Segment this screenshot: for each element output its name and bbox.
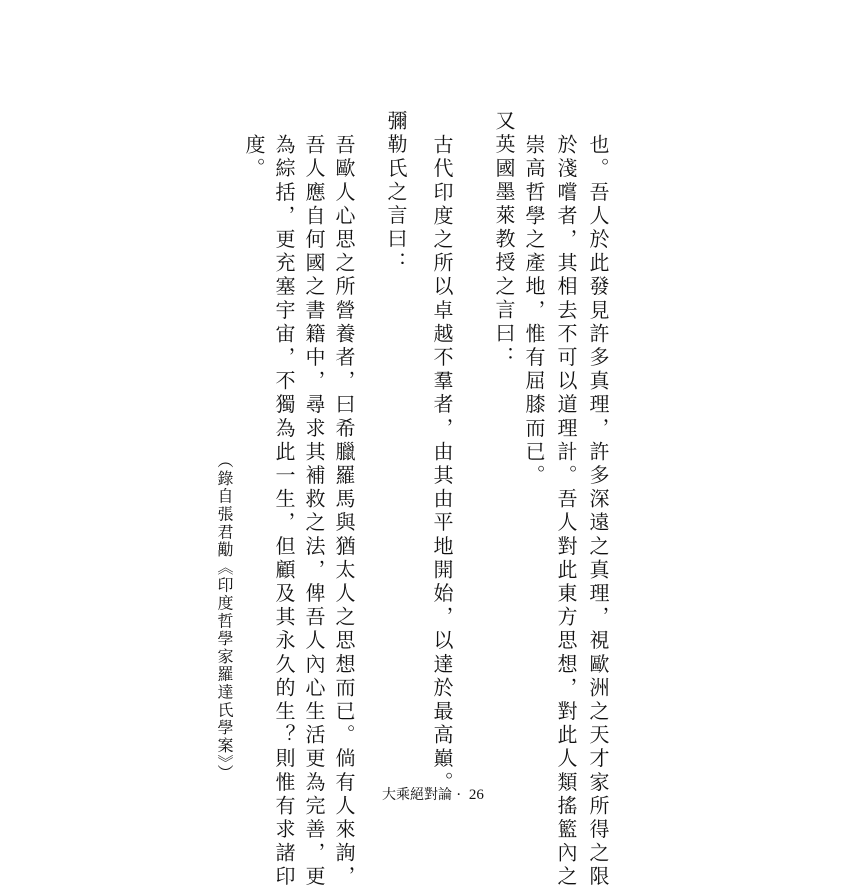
quote-mill-column-3: 為綜括，更充塞宇宙，不獨為此一生，但顧及其永久的生？則惟有求諸印 (272, 134, 296, 889)
quote-mill-column-1: 吾歐人心思之所營養者，曰希臘羅馬與猶太人之思想而已。倘有人來詢， (332, 134, 356, 889)
text-column-3: 崇高哲學之產地，惟有屈膝而已。 (522, 134, 546, 488)
quote-murray: 古代印度之所以卓越不羣者，由其由平地開始，以達於最高巔。 (430, 134, 454, 795)
quote-intro-mill: 彌勒氏之言曰： (384, 110, 408, 276)
text-column-1: 也。吾人於此發見許多真理，許多深遠之真理，視歐洲之天才家所得之限 (586, 134, 610, 889)
text-column-2: 於淺嚐者，其相去不可以道理計。吾人對此東方思想，對此人類搖籃內之 (554, 134, 578, 889)
quote-intro-murray: 又英國墨萊教授之言曰： (492, 110, 516, 370)
page-number: 26 (468, 787, 484, 803)
quote-mill-column-2: 吾人應自何國之書籍中，尋求其補救之法，俾吾人內心生活更為完善，更 (302, 134, 326, 889)
quote-mill-column-4: 度。 (242, 134, 266, 182)
page-footer (382, 784, 484, 804)
source-note: （錄自張君勱《印度哲學家羅達氏學案》） (215, 452, 234, 783)
book-title: 大乘絕對論 · (382, 787, 461, 803)
